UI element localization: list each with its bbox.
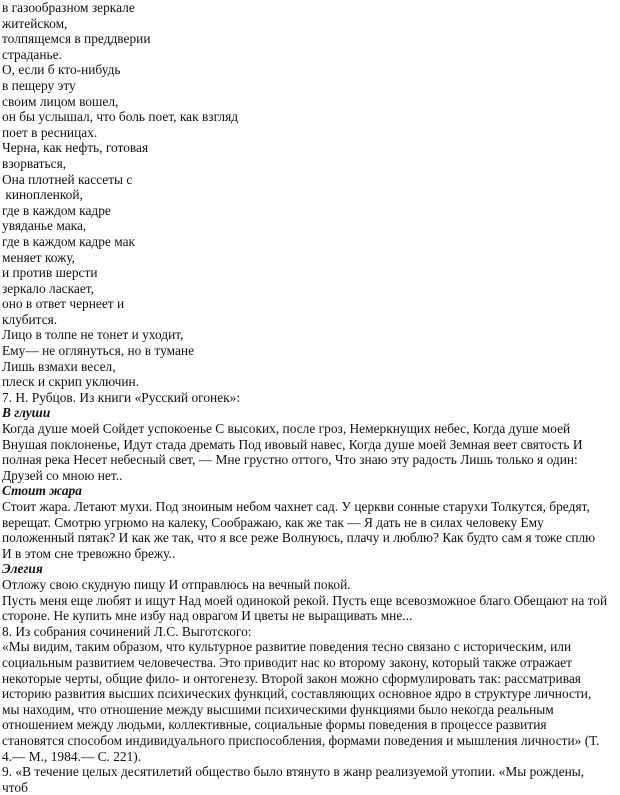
poem-line: и против шерсти bbox=[2, 265, 98, 281]
poem-line: где в каждом кадре bbox=[2, 202, 111, 218]
item-9-text: 9. «В течение целых десятилетий общество было втянуто в жанр реализуемой утопии. «Мы рождены, чтоб bbox=[2, 764, 585, 795]
poem-line: он бы услышал, что боль поет, как взгляд bbox=[2, 109, 239, 125]
item-8-heading: 8. Из собрания сочинений Л.С. Выготского: bbox=[2, 623, 252, 639]
item-7-heading: 7. Н. Рубцов. Из книги «Русский огонек»: bbox=[2, 389, 241, 405]
poem-text-stoit-zhara: Стоит жара. Летают мухи. Под зноиным небом чахнет сад. У церкви сонные старухи Толкутся, бредят, верещат. Смотрю угрюмо на калеку, Соображаю, как же так — Я дать не в силах человеку Ему положенный пятак? И как же так, что я все реже Волнуюсь, плачу и люблю? Как будто сам я тоже сплю И в этом сне тревожно брежу.. bbox=[2, 499, 596, 561]
poem-line: Лицо в толпе не тонет и уходит, bbox=[2, 327, 184, 343]
poem-line: страданье. bbox=[2, 46, 62, 62]
poem-block bbox=[2, 0, 608, 390]
poem-first-line-elegiya: Отложу свою скудную пищу И отправлюсь на вечный покой. bbox=[2, 576, 351, 592]
poem-line: оно в ответ чернеет и bbox=[2, 296, 125, 312]
poem-line: толпящемся в преддверии bbox=[2, 31, 151, 47]
poem-line: где в каждом кадре мак bbox=[2, 233, 136, 249]
poem-line: плеск и скрип уключин. bbox=[2, 374, 140, 390]
poem-line: Черна, как нефть, готовая bbox=[2, 140, 149, 156]
poem-line: своим лицом вошел, bbox=[2, 93, 119, 109]
poem-text-elegiya: Пусть меня еще любят и ищут Над моей одинокой рекой. Пусть еще всевозможное благо Обещают на той стороне. Не купить мне избу над оврагом И цветы не выращивать мне... bbox=[2, 592, 608, 624]
poem-line: зеркало ласкает, bbox=[2, 280, 94, 296]
poem-line: житейском, bbox=[2, 15, 68, 31]
poem-line: поет в ресницах. bbox=[2, 124, 98, 140]
poem-line: увяданье мака, bbox=[2, 218, 87, 234]
poem-line: Она плотней кассеты с bbox=[2, 171, 133, 187]
poem-line: в пещеру эту bbox=[2, 77, 76, 93]
poem-last-line-v-glushi: Друзей со мною нет.. bbox=[2, 467, 123, 483]
poem-title-elegiya: Элегия bbox=[2, 561, 43, 577]
poem-line: Ему— не оглянуться, но в тумане bbox=[2, 343, 195, 359]
poem-line: взорваться, bbox=[2, 155, 67, 171]
poem-title-v-glushi: В глуши bbox=[2, 405, 51, 421]
poem-line: в газообразном зеркале bbox=[2, 0, 135, 15]
poem-line: О, если б кто-нибудь bbox=[2, 62, 121, 78]
poem-text-v-glushi: Когда душе моей Сойдет успокоенье С высоких, после гроз, Немеркнущих небес, Когда душе моей Внушая поклоненье, Идут стада дремать Под ивовый навес, Когда душе моей Земная веет святость И полная река Несет небесный свет, — Мне грустно оттого, Что знаю эту радость Лишь только я один: bbox=[2, 421, 583, 468]
poem-line: меняет кожу, bbox=[2, 249, 76, 265]
item-8-quote: «Мы видим, таким образом, что культурное развитие поведения тесно связано с историческим, или социальным развитием человечества. Это приводит нас ко второму закону, который также отражает некоторые черты, общие фило- и онтогенезу. Второй закон можно сформулировать так: рассматривая историю развития высших психических функций, составляющих основное ядро в структуре личности, мы находим, что отношение между высшими психическими функциями было некогда реальным отношением между людьми, коллективные, социальные формы поведения в процессе развития становятся способом индивидуального приспособления, формами поведения и мышления личности» (Т. 4.— М., 1984.— С. 221). bbox=[2, 639, 600, 764]
poem-line: клубится. bbox=[2, 311, 58, 327]
poem-line: Лишь взмахи весел, bbox=[2, 358, 116, 374]
poem-title-stoit-zhara: Стоит жара bbox=[2, 483, 82, 499]
poem-line: кинопленкой, bbox=[2, 187, 83, 203]
